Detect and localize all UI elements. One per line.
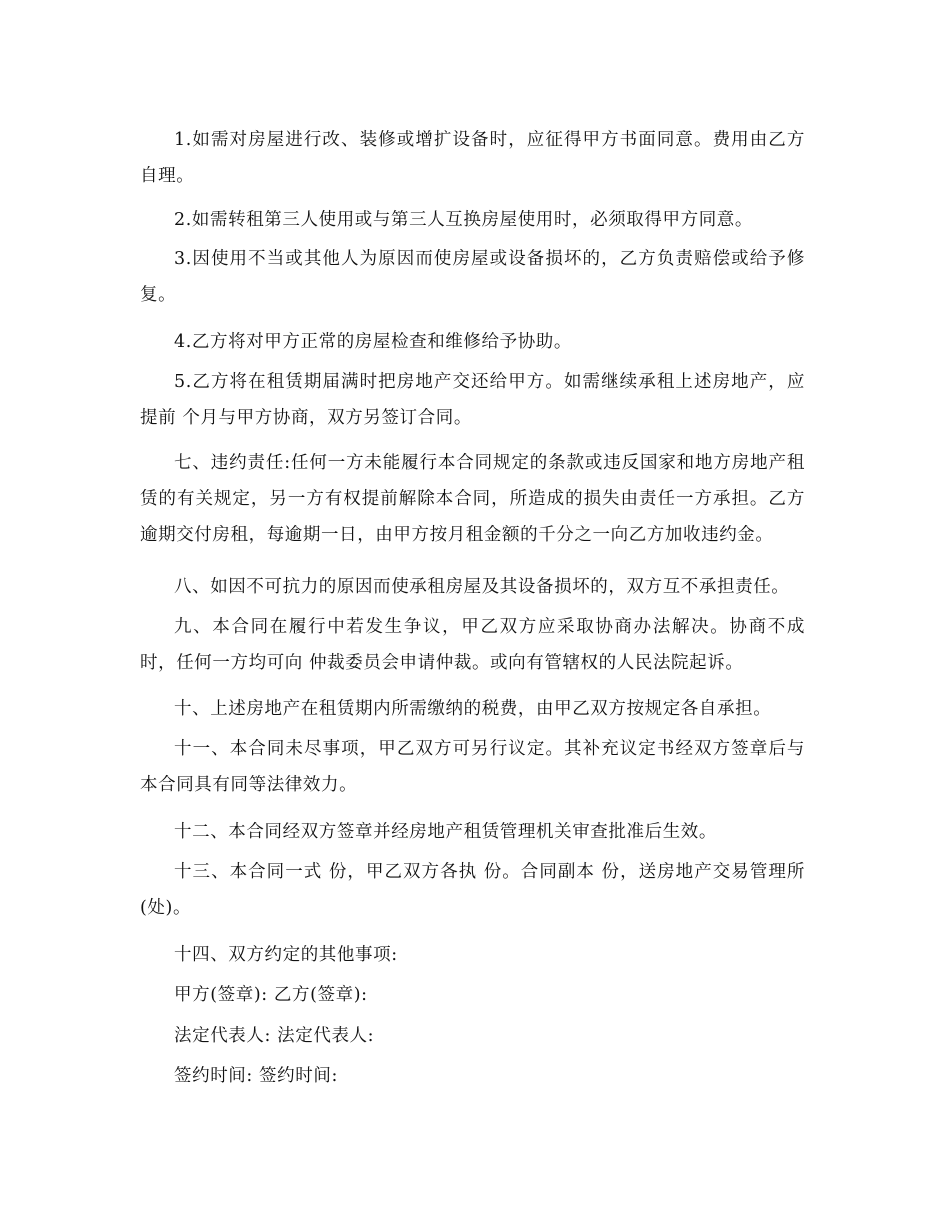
signature-line: 甲方(签章): 乙方(签章): <box>174 985 368 1005</box>
clause-10-taxes: 十、上述房地产在租赁期内所需缴纳的税费，由甲乙双方按规定各自承担。 <box>174 699 772 719</box>
clause-9-disputes: 九、本合同在履行中若发生争议，甲乙双方应采取协商办法解决。协商不成时，任何一方均可向 仲裁委员会申请仲裁。或向有管辖权的人民法院起诉。 <box>140 617 805 673</box>
clause-6-item-4: 4.乙方将对甲方正常的房屋检查和维修给予协助。 <box>174 332 572 352</box>
clause-6-item-2: 2.如需转租第三人使用或与第三人互换房屋使用时，必须取得甲方同意。 <box>174 210 753 230</box>
clause-6-item-3: 3.因使用不当或其他人为原因而使房屋或设备损坏的，乙方负责赔偿或给予修复。 <box>140 249 805 305</box>
clause-6-item-5: 5.乙方将在租赁期届满时把房地产交还给甲方。如需继续承租上述房地产，应提前 个月与甲方协商，双方另签订合同。 <box>140 372 805 428</box>
signing-date-line: 签约时间: 签约时间: <box>174 1066 338 1086</box>
clause-8-force-majeure: 八、如因不可抗力的原因而使承租房屋及其设备损坏的，双方互不承担责任。 <box>174 577 790 597</box>
clause-12-effect: 十二、本合同经双方签章并经房地产租赁管理机关审查批准后生效。 <box>174 822 717 842</box>
clause-7-liability: 七、违约责任:任何一方未能履行本合同规定的条款或违反国家和地方房地产租赁的有关规定，另一方有权提前解除本合同，所造成的损失由责任一方承担。乙方逾期交付房租，每逾期一日，由甲方按月租金额的千分之一向乙方加收违约金。 <box>140 453 805 545</box>
clause-13-copies: 十三、本合同一式 份，甲乙双方各执 份。合同副本 份，送房地产交易管理所(处)。 <box>140 862 805 918</box>
clause-11-supplement: 十一、本合同未尽事项，甲乙双方可另行议定。其补充议定书经双方签章后与本合同具有同等法律效力。 <box>140 739 805 795</box>
clause-14-other: 十四、双方约定的其他事项: <box>174 945 398 965</box>
legal-representative-line: 法定代表人: 法定代表人: <box>174 1026 375 1046</box>
clause-6-item-1: 1.如需对房屋进行改、装修或增扩设备时，应征得甲方书面同意。费用由乙方自理。 <box>140 130 805 186</box>
